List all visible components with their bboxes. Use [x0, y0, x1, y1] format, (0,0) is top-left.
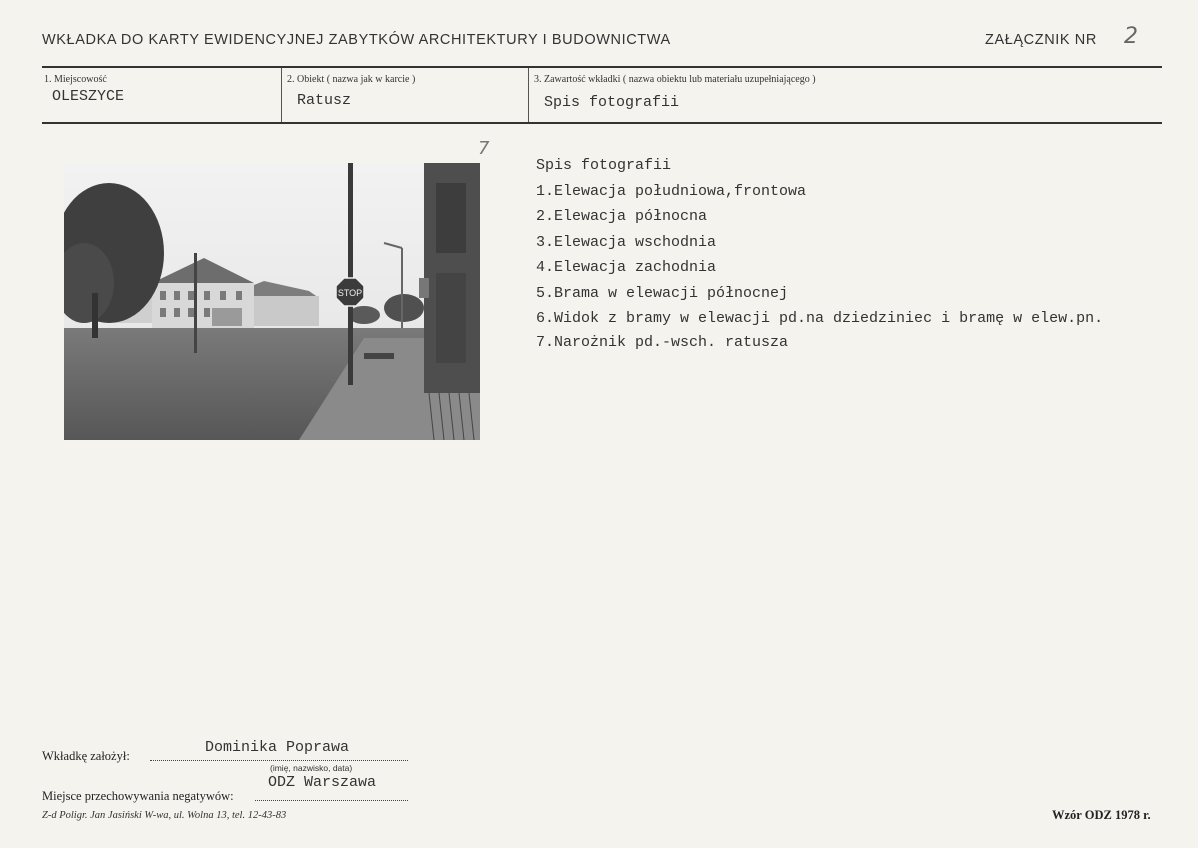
list-item: 7.Narożnik pd.-wsch. ratusza — [536, 334, 789, 351]
storage-line — [255, 800, 408, 801]
annex-label: ZAŁĄCZNIK NR — [985, 32, 1097, 48]
list-item: 6.Widok z bramy w elewacji pd.na dziedziniec i bramę w elew.pn. — [536, 310, 1104, 327]
list-item: 1.Elewacja południowa,frontowa — [536, 183, 807, 200]
building-photo — [64, 163, 480, 440]
printer-imprint: Z-d Poligr. Jan Jasiński W-wa, ul. Wolna 13, tel. 12-43-83 — [42, 810, 287, 821]
created-by-label: Wkładkę założył: — [42, 749, 130, 763]
list-item: 4.Elewacja zachodnia — [536, 259, 717, 276]
locality-label: 1. Miejscowość — [44, 74, 107, 85]
storage-value: ODZ Warszawa — [268, 774, 377, 791]
annex-number: 2 — [1124, 24, 1138, 49]
handwritten-number: 7 — [478, 138, 490, 159]
object-label: 2. Obiekt ( nazwa jak w karcie ) — [287, 74, 416, 85]
storage-label: Miejsce przechowywania negatywów: — [42, 789, 234, 803]
list-item: 5.Brama w elewacji północnej — [536, 285, 789, 302]
stop-sign-text: STOP — [337, 288, 363, 298]
bottom-rule — [42, 122, 1162, 124]
list-item: 3.Elewacja wschodnia — [536, 234, 717, 251]
contents-value: Spis fotografii — [544, 94, 680, 111]
contents-label: 3. Zawartość wkładki ( nazwa obiektu lub materiału uzupełniającego ) — [534, 74, 816, 85]
created-by-line — [150, 760, 408, 761]
field-divider — [528, 68, 529, 122]
top-rule — [42, 66, 1162, 68]
photo-list-heading: Spis fotografii — [536, 157, 672, 174]
created-by-hint: (imię, nazwisko, data) — [270, 763, 353, 773]
object-value: Ratusz — [297, 92, 352, 109]
field-divider — [281, 68, 282, 122]
form-title: WKŁADKA DO KARTY EWIDENCYJNEJ ZABYTKÓW ARCHITEKTURY I BUDOWNICTWA — [42, 32, 671, 48]
list-item: 2.Elewacja północna — [536, 208, 708, 225]
form-reference: Wzór ODZ 1978 r. — [1052, 808, 1151, 822]
locality-value: OLESZYCE — [52, 88, 125, 105]
created-by-value: Dominika Poprawa — [205, 739, 350, 756]
